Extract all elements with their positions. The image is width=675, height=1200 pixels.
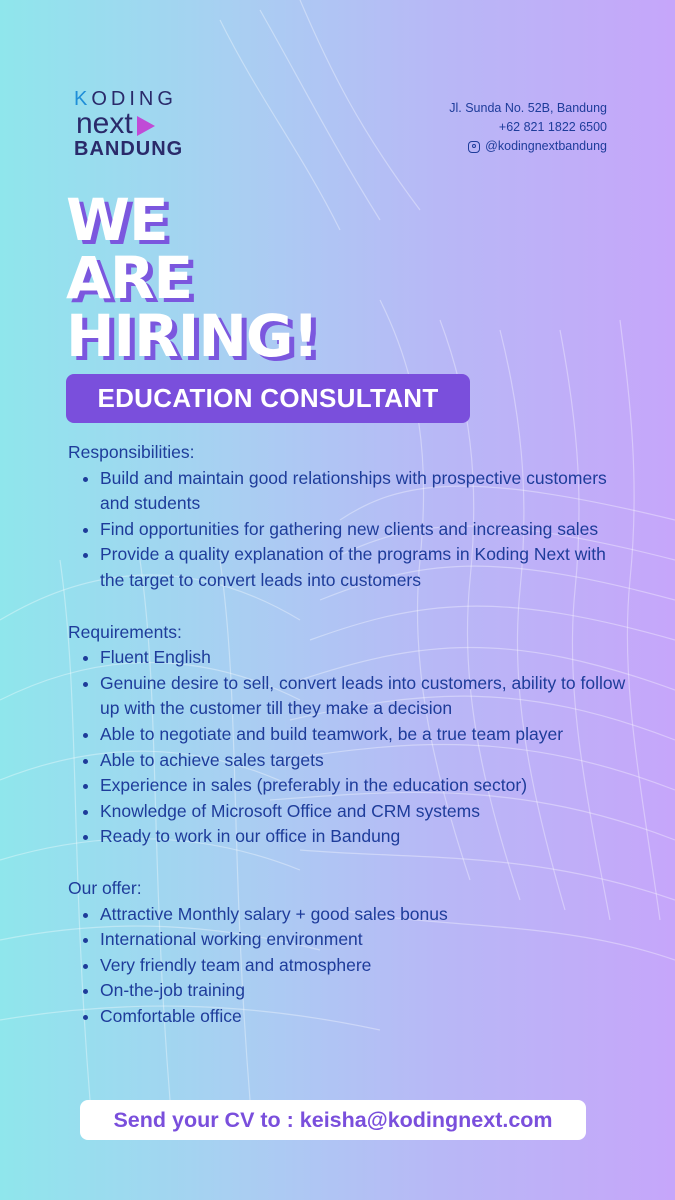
play-icon [137, 116, 155, 136]
headline-line-2: ARE [66, 244, 193, 312]
offer-list [68, 902, 628, 1030]
requirements-list [68, 645, 628, 850]
koding-next-logo [74, 88, 194, 160]
list-item: • Able to negotiate and build teamwork, be a true team player [100, 722, 628, 748]
list-item: • Build and maintain good relationships with prospective customers and students [100, 466, 628, 517]
instagram-handle[interactable] [468, 137, 607, 156]
list-item: • Fluent English [100, 645, 628, 671]
responsibilities-title: Responsibilities: [68, 442, 195, 462]
responsibilities-list [68, 466, 628, 594]
list-item: • Genuine desire to sell, convert leads into customers, ability to follow up with the customer till they make a decision [100, 671, 628, 722]
headline [66, 186, 318, 370]
requirements-title: Requirements: [68, 621, 182, 642]
list-item: • On-the-job training [100, 978, 628, 1004]
list-item: • Ready to work in our office in Bandung [100, 824, 628, 850]
headline-line-1: WE [66, 186, 168, 254]
logo-next-text: next [76, 110, 194, 138]
list-item: • Provide a quality explanation of the programs in Koding Next with the target to convert leads into customers [100, 542, 628, 593]
send-cv-banner[interactable]: Send your CV to : keisha@kodingnext.com [80, 1100, 586, 1140]
offer-title: Our offer: [68, 877, 142, 898]
list-item: • International working environment [100, 927, 628, 953]
instagram-icon [468, 141, 480, 153]
list-item: • Knowledge of Microsoft Office and CRM systems [100, 799, 628, 825]
job-details [68, 440, 628, 1029]
list-item: • Comfortable office [100, 1004, 628, 1030]
contact-info [449, 99, 607, 159]
logo-koding-text: KODING [74, 88, 177, 110]
address: Jl. Sunda No. 52B, Bandung [449, 101, 607, 115]
list-item: • Attractive Monthly salary + good sales bonus [100, 902, 628, 928]
headline-line-3: HIRING! [66, 302, 318, 370]
list-item: • Find opportunities for gathering new clients and increasing sales [100, 517, 628, 543]
instagram-text: @kodingnextbandung [485, 139, 607, 153]
job-title-badge: EDUCATION CONSULTANT [66, 374, 470, 423]
list-item: • Experience in sales (preferably in the education sector) [100, 773, 628, 799]
logo-bandung-text: BANDUNG [74, 138, 184, 160]
phone: +62 821 1822 6500 [498, 120, 607, 134]
list-item: • Able to achieve sales targets [100, 748, 628, 774]
list-item: • Very friendly team and atmosphere [100, 953, 628, 979]
